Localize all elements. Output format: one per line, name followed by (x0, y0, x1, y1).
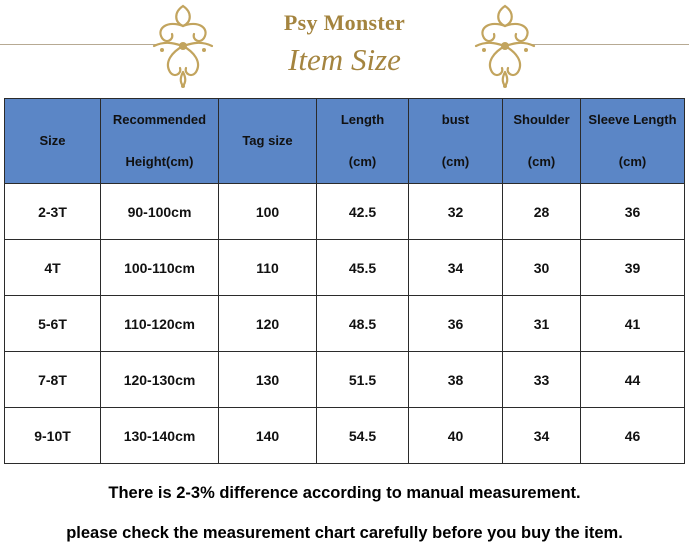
cell-shoulder: 34 (503, 408, 581, 464)
cell-sleeve-length: 46 (581, 408, 685, 464)
size-chart-table (4, 98, 685, 464)
cell-height: 90-100cm (101, 184, 219, 240)
cell-size: 4T (5, 240, 101, 296)
cell-tag-size: 110 (219, 240, 317, 296)
cell-length: 54.5 (317, 408, 409, 464)
cell-tag-size: 130 (219, 352, 317, 408)
cell-bust: 38 (409, 352, 503, 408)
column-header-height: Recommended Height(cm) (101, 99, 219, 184)
cell-size: 9-10T (5, 408, 101, 464)
cell-sleeve-length: 36 (581, 184, 685, 240)
cell-height: 100-110cm (101, 240, 219, 296)
table-header-row (5, 99, 685, 184)
table-row (5, 184, 685, 240)
cell-height: 110-120cm (101, 296, 219, 352)
cell-length: 51.5 (317, 352, 409, 408)
cell-shoulder: 33 (503, 352, 581, 408)
cell-sleeve-length: 39 (581, 240, 685, 296)
header (0, 0, 689, 92)
check-chart-note: please check the measurement chart carefully before you buy the item. (66, 524, 623, 542)
table-row (5, 296, 685, 352)
column-header-bust: bust (cm) (409, 99, 503, 184)
cell-length: 48.5 (317, 296, 409, 352)
column-header-tag-size: Tag size (219, 99, 317, 184)
page-subtitle: Item Size (288, 42, 401, 77)
cell-bust: 32 (409, 184, 503, 240)
cell-bust: 34 (409, 240, 503, 296)
cell-shoulder: 31 (503, 296, 581, 352)
table-row (5, 408, 685, 464)
cell-sleeve-length: 44 (581, 352, 685, 408)
column-header-size: Size (5, 99, 101, 184)
cell-tag-size: 140 (219, 408, 317, 464)
cell-length: 45.5 (317, 240, 409, 296)
brand-title: Psy Monster (283, 10, 406, 35)
table-row (5, 240, 685, 296)
cell-size: 7-8T (5, 352, 101, 408)
column-header-length: Length (cm) (317, 99, 409, 184)
cell-shoulder: 28 (503, 184, 581, 240)
table-row (5, 352, 685, 408)
cell-length: 42.5 (317, 184, 409, 240)
column-header-sleeve-length: Sleeve Length (cm) (581, 99, 685, 184)
cell-bust: 40 (409, 408, 503, 464)
measurement-note: There is 2-3% difference according to manual measurement. (108, 484, 581, 502)
cell-size: 2-3T (5, 184, 101, 240)
cell-sleeve-length: 41 (581, 296, 685, 352)
cell-tag-size: 100 (219, 184, 317, 240)
cell-bust: 36 (409, 296, 503, 352)
cell-size: 5-6T (5, 296, 101, 352)
column-header-shoulder: Shoulder (cm) (503, 99, 581, 184)
cell-height: 120-130cm (101, 352, 219, 408)
cell-shoulder: 30 (503, 240, 581, 296)
cell-tag-size: 120 (219, 296, 317, 352)
cell-height: 130-140cm (101, 408, 219, 464)
